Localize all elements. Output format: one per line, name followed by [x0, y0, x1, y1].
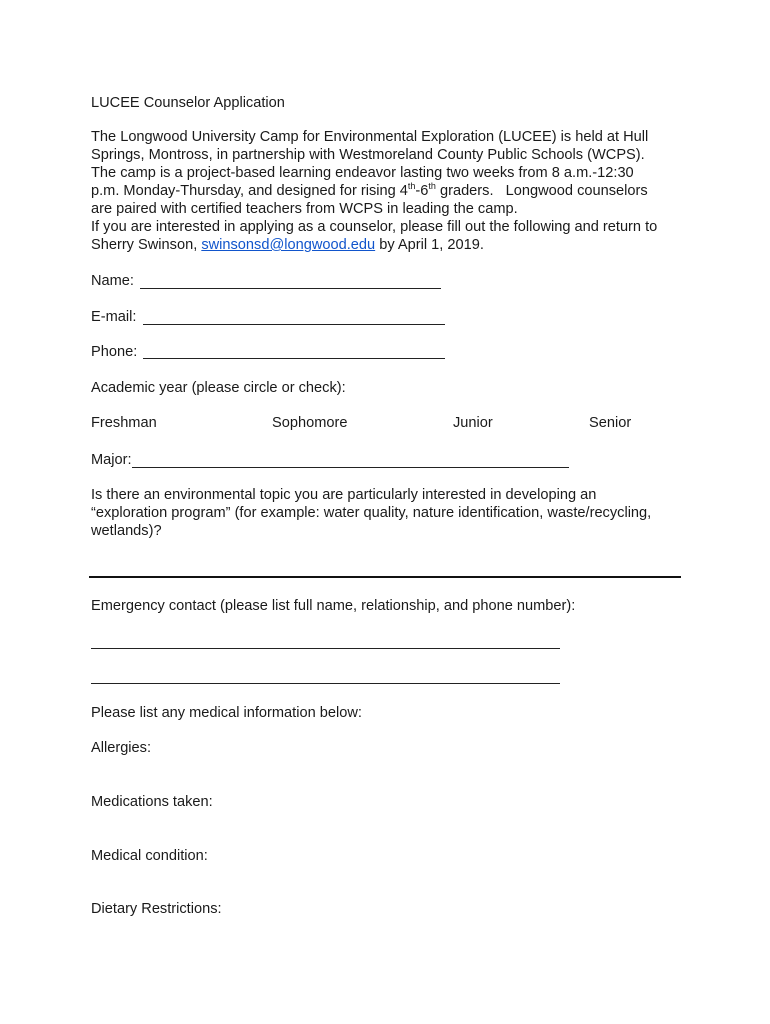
intro-line: If you are interested in applying as a counselor, please fill out the following and return to	[91, 219, 658, 235]
email-label: E-mail:	[91, 309, 137, 325]
topic-line: Is there an environmental topic you are particularly interested in developing an	[91, 487, 597, 503]
topic-answer-line[interactable]	[89, 576, 681, 578]
intro-paragraph	[91, 128, 691, 254]
option-senior[interactable]: Senior	[589, 415, 632, 431]
option-freshman[interactable]: Freshman	[91, 415, 157, 431]
dietary-restrictions-label: Dietary Restrictions:	[91, 901, 222, 917]
phone-line[interactable]	[143, 358, 445, 359]
email-link[interactable]: swinsonsd@longwood.edu	[201, 237, 376, 253]
topic-question	[91, 486, 691, 540]
name-line[interactable]	[140, 288, 441, 289]
intro-line: are paired with certified teachers from WCPS in leading the camp.	[91, 201, 518, 217]
emergency-line-2[interactable]	[91, 683, 560, 684]
option-sophomore[interactable]: Sophomore	[272, 415, 348, 431]
intro-line: The Longwood University Camp for Environmental Exploration (LUCEE) is held at Hull	[91, 129, 649, 145]
medications-label: Medications taken:	[91, 794, 213, 810]
phone-label: Phone:	[91, 344, 138, 360]
email-line[interactable]	[143, 324, 445, 325]
intro-line: Springs, Montross, in partnership with Westmoreland County Public Schools (WCPS).	[91, 147, 645, 163]
academic-year-prompt: Academic year (please circle or check):	[91, 380, 346, 396]
medical-condition-label: Medical condition:	[91, 848, 208, 864]
intro-line: The camp is a project-based learning endeavor lasting two weeks from 8 a.m.-12:30	[91, 165, 634, 181]
intro-line: p.m. Monday-Thursday, and designed for rising 4th-6th graders. Longwood counselors	[91, 181, 648, 199]
emergency-contact-prompt: Emergency contact (please list full name, relationship, and phone number):	[91, 598, 576, 614]
medical-prompt: Please list any medical information below:	[91, 705, 362, 721]
intro-line: Sherry Swinson, swinsonsd@longwood.edu by April 1, 2019.	[91, 237, 484, 253]
emergency-line-1[interactable]	[91, 648, 560, 649]
topic-line: “exploration program” (for example: water quality, nature identification, waste/recycling,	[91, 505, 652, 521]
option-junior[interactable]: Junior	[453, 415, 493, 431]
page-title: LUCEE Counselor Application	[91, 95, 285, 111]
allergies-label: Allergies:	[91, 740, 152, 756]
topic-line: wetlands)?	[91, 523, 162, 539]
major-label: Major:	[91, 452, 132, 468]
major-line[interactable]	[132, 467, 569, 468]
name-label: Name:	[91, 273, 134, 289]
